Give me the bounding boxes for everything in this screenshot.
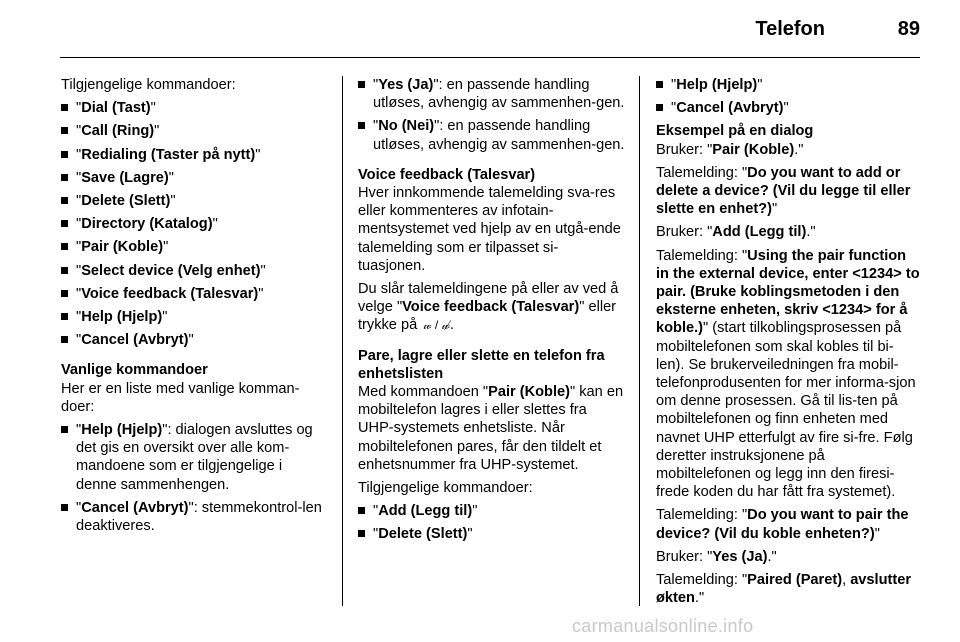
bullet-icon [61, 151, 68, 158]
command-item: "Help (Hjelp)" [61, 308, 325, 326]
bullet-icon [61, 197, 68, 204]
column-2 [358, 76, 625, 549]
section-text: Du slår talemeldingene på eller av ved å velge "Voice feedback (Talesvar)" eller trykke på 𝓌 / 𝓌̸. [358, 281, 619, 334]
watermark: carmanualsonline.info [572, 616, 754, 636]
command-item: "Directory (Katalog)" [61, 215, 325, 233]
section-text: Hver innkommende talemelding sva-res eller kommenteres av infotain-mentsystemet ved hjelp av en utgå-ende talemelding som er tilpasset si-tuasjonen. [358, 185, 621, 274]
page-number: 89 [897, 18, 920, 40]
bullet-icon [61, 174, 68, 181]
dialog-line: Talemelding: "Using the pair function in the external device, enter <1234> to pair. (Bruke koblingsmetoden i den eksterne enheten, skriv <1234> for å koble.)" (start tilkoblingsprosessen på mobiltelefonen som skal kobles til bi-len). Se brukerveiledningen fra mobil-telefonprodusenten for mer informa-sjon om denne prosessen. Gå til lis-ten på mobiltelefonen og finn enheten med navnet UHP etterfulgt av fire si-fre. Følg deretter instruksjonene på mobiltelefonen og legg inn den firesi-frede koden du har fått fra systemet). [656, 247, 920, 501]
bullet-icon [61, 290, 68, 297]
command-item: "Cancel (Avbryt)" [656, 99, 922, 117]
dialog-line: Talemelding: "Do you want to add or delete a device? (Vil du legge til eller slette en enhet?)" [656, 164, 911, 218]
command-list [358, 502, 625, 543]
bullet-icon [656, 104, 663, 111]
command-item: "Dial (Tast)" [61, 99, 325, 117]
bullet-icon [358, 122, 365, 129]
command-item: "Delete (Slett)" [61, 192, 325, 210]
section-heading: Eksempel på en dialog [656, 123, 814, 140]
bullet-icon [358, 81, 365, 88]
column-3 [656, 76, 922, 612]
bullet-icon [61, 504, 68, 511]
dialog-line: Bruker: "Yes (Ja)." [656, 548, 777, 565]
command-item: "Add (Legg til)" [358, 502, 625, 520]
command-item: "Delete (Slett)" [358, 525, 625, 543]
command-item: "Call (Ring)" [61, 122, 325, 140]
bullet-icon [61, 243, 68, 250]
intro-text: Tilgjengelige kommandoer: [61, 77, 236, 93]
column-1 [61, 76, 325, 540]
bullet-icon [61, 336, 68, 343]
bullet-icon [61, 104, 68, 111]
dialog-line: Talemelding: "Paired (Paret), avslutter økten." [656, 572, 912, 607]
dialog-line: Bruker: "Add (Legg til)." [656, 224, 816, 241]
command-item: "Save (Lagre)" [61, 169, 325, 187]
command-list [656, 76, 922, 117]
command-item: "Pair (Koble)" [61, 238, 325, 256]
column-divider [639, 76, 640, 606]
command-description-item: "Cancel (Avbryt)": stemmekontrol-len deaktiveres. [61, 499, 325, 535]
bullet-icon [61, 127, 68, 134]
bullet-icon [656, 81, 663, 88]
section-heading: Voice feedback (Talesvar) [358, 166, 536, 183]
voice-phone-icon: 𝓌 / 𝓌̸ [423, 318, 450, 333]
dialog-line: Bruker: "Pair (Koble)." [656, 141, 804, 158]
section-heading: Vanlige kommandoer [61, 362, 208, 379]
section-text: Her er en liste med vanlige komman-doer: [61, 380, 300, 415]
intro-text: Tilgjengelige kommandoer: [358, 480, 533, 497]
command-description-item: "No (Nei)": en passende handling utløses, avhengig av sammenhen-gen. [358, 117, 625, 153]
command-list [61, 99, 325, 349]
bullet-icon [358, 530, 365, 537]
command-item: "Select device (Velg enhet)" [61, 262, 325, 280]
dialog-line: Talemelding: "Do you want to pair the device? (Vil du koble enheten?)" [656, 507, 909, 542]
command-description-list [358, 76, 625, 154]
bullet-icon [61, 220, 68, 227]
command-item: "Voice feedback (Talesvar)" [61, 285, 325, 303]
bullet-icon [61, 267, 68, 274]
page-title: Telefon [755, 18, 825, 40]
command-item: "Cancel (Avbryt)" [61, 331, 325, 349]
command-description-item: "Help (Hjelp)": dialogen avsluttes og det gis en oversikt over alle kom-mandoene som er tilgjengelige i denne sammenhengen. [61, 421, 325, 494]
command-item: "Help (Hjelp)" [656, 76, 922, 94]
section-heading: Pare, lagre eller slette en telefon fra enhetslisten [358, 347, 605, 382]
command-item: "Redialing (Taster på nytt)" [61, 146, 325, 164]
bullet-icon [61, 313, 68, 320]
bullet-icon [358, 507, 365, 514]
section-text: Med kommandoen "Pair (Koble)" kan en mobiltelefon lagres i eller slettes fra UHP-systemets enhetsliste. Når mobiltelefonen pares, får den tildelt et enhetsnummer fra UHP-systemet. [358, 384, 624, 473]
command-description-item: "Yes (Ja)": en passende handling utløses, avhengig av sammenhen-gen. [358, 76, 625, 112]
bullet-icon [61, 426, 68, 433]
header-rule [60, 57, 920, 58]
column-divider [342, 76, 343, 606]
command-description-list [61, 421, 325, 535]
